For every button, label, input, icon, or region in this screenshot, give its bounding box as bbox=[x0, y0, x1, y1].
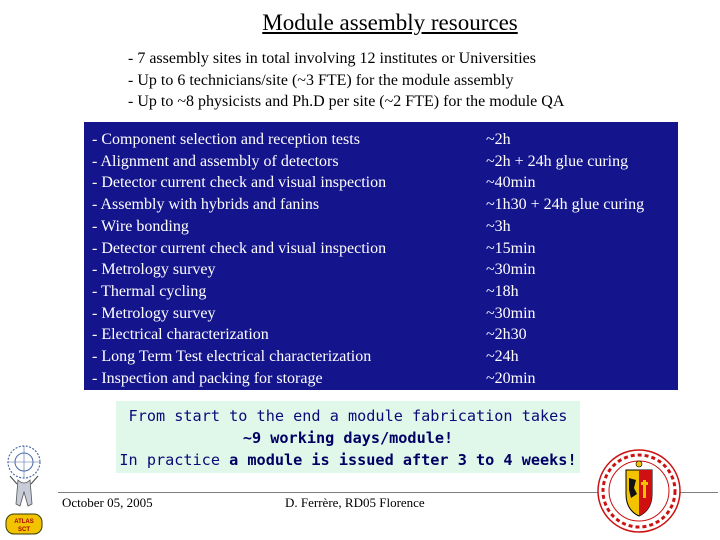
time-item: ~40min bbox=[486, 174, 536, 192]
time-item: ~2h + 24h glue curing bbox=[486, 152, 629, 170]
slide-title: Module assembly resources bbox=[262, 10, 518, 35]
task-item: - Metrology survey bbox=[92, 261, 216, 279]
task-item: - Wire bonding bbox=[92, 217, 189, 235]
footer-date: October 05, 2005 bbox=[62, 495, 153, 510]
time-item: ~1h30 + 24h glue curing bbox=[486, 196, 645, 214]
time-item: ~2h bbox=[486, 131, 511, 148]
time-item: ~30min bbox=[486, 304, 536, 322]
task-item: - Electrical characterization bbox=[92, 326, 269, 344]
task-item: - Long Term Test electrical characterization bbox=[92, 348, 372, 366]
task-item: - Thermal cycling bbox=[92, 282, 207, 300]
intro-item: - 7 assembly sites in total involving 12 institutes or Universities bbox=[128, 50, 536, 67]
intro-item: - Up to 6 technicians/site (~3 FTE) for the module assembly bbox=[128, 71, 514, 89]
task-item: - Assembly with hybrids and fanins bbox=[92, 196, 320, 214]
time-item: ~3h bbox=[486, 217, 511, 235]
task-item: - Detector current check and visual inspection bbox=[92, 174, 387, 192]
svg-text:SCT: SCT bbox=[18, 527, 30, 533]
summary-line-3-emphasis: a module is issued after 3 to 4 weeks! bbox=[229, 451, 577, 469]
atlas-sct-logo bbox=[2, 440, 46, 536]
time-item: ~18h bbox=[486, 282, 519, 300]
task-column bbox=[92, 129, 386, 389]
time-item: ~30min bbox=[486, 261, 536, 279]
intro-item: - Up to ~8 physicists and Ph.D per site (~2 FTE) for the module QA bbox=[128, 93, 565, 110]
time-item: ~20min bbox=[486, 369, 536, 387]
summary-line-3 bbox=[116, 451, 580, 469]
intro-list bbox=[128, 48, 564, 113]
svg-text:ATLAS: ATLAS bbox=[14, 519, 34, 525]
summary-line-1: From start to the end a module fabrication takes bbox=[128, 407, 568, 425]
time-item: ~15min bbox=[486, 239, 536, 257]
summary-box bbox=[116, 401, 580, 473]
university-geneva-seal bbox=[596, 448, 682, 534]
footer-author: D. Ferrère, RD05 Florence bbox=[285, 495, 425, 510]
time-item: ~24h bbox=[486, 348, 519, 366]
time-column bbox=[486, 129, 644, 389]
task-item: - Metrology survey bbox=[92, 304, 216, 322]
summary-line-3-prefix: In practice bbox=[119, 451, 230, 469]
summary-line-2: ~9 working days/module! bbox=[242, 429, 454, 447]
task-item: - Component selection and reception tests bbox=[92, 131, 360, 148]
task-item: - Alignment and assembly of detectors bbox=[92, 152, 339, 170]
time-item: ~2h30 bbox=[486, 326, 527, 344]
task-item: - Inspection and packing for storage bbox=[92, 369, 323, 387]
task-item: - Detector current check and visual inspection bbox=[92, 239, 387, 257]
assembly-steps-box bbox=[84, 122, 678, 390]
